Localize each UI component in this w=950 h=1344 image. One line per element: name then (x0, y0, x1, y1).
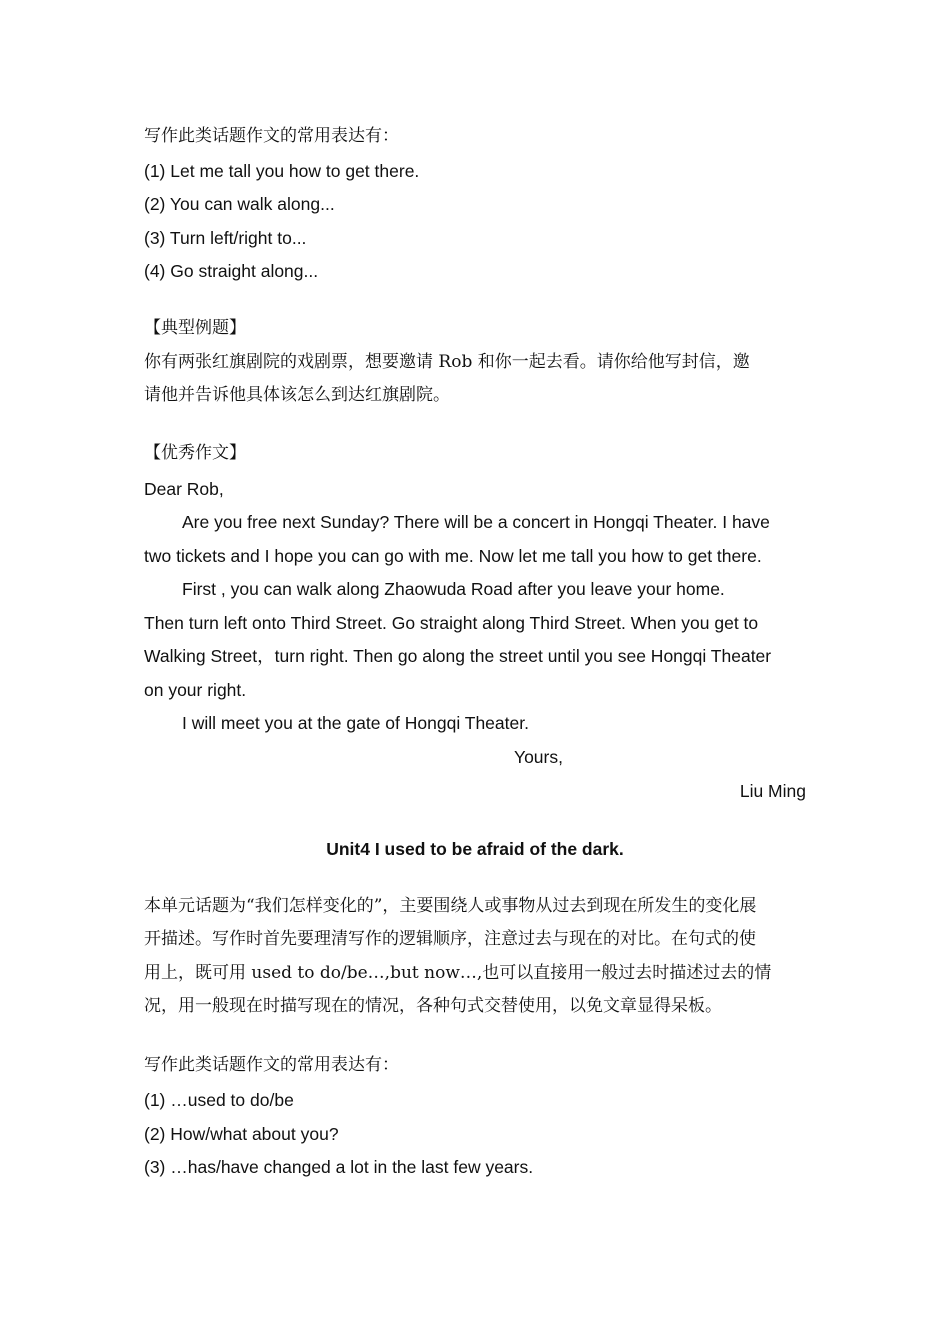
unit-intro-line: 开描述。写作时首先要理清写作的逻辑顺序，注意过去与现在的对比。在句式的使 (144, 929, 756, 949)
example-prompt-line: 请他并告诉他具体该怎么到达红旗剧院。 (144, 385, 450, 405)
expression-item: (1) Let me tall you how to get there. (144, 161, 420, 181)
unit-expressions-heading: 写作此类话题作文的常用表达有： (144, 1055, 399, 1075)
essay-signature: Liu Ming (739, 781, 806, 801)
unit-intro-line: 况，用一般现在时描写现在的情况，各种句式交替使用，以免文章显得呆板。 (144, 996, 722, 1016)
expression-item: (2) You can walk along... (144, 194, 335, 214)
unit-intro-line: 用上，既可用 used to do/be…,but now…,也可以直接用一般过去时描述过去的情 (144, 963, 772, 983)
expression-item: (3) Turn left/right to... (144, 228, 307, 248)
expression-item: (2) How/what about you? (144, 1124, 339, 1144)
example-prompt-line: 你有两张红旗剧院的戏剧票，想要邀请 Rob 和你一起去看。请你给他写封信，邀 (144, 352, 750, 372)
essay-salutation: Dear Rob, (144, 479, 224, 499)
essay-line: on your right. (144, 680, 247, 700)
essay-line: Then turn left onto Third Street. Go straight along Third Street. When you get to (144, 613, 759, 633)
expression-item: (1) …used to do/be (144, 1090, 294, 1110)
expressions-heading: 写作此类话题作文的常用表达有： (144, 126, 399, 146)
expression-item: (3) …has/have changed a lot in the last few years. (144, 1157, 534, 1177)
essay-line: First , you can walk along Zhaowuda Road after you leave your home. (182, 579, 725, 599)
essay-line: Walking Street，turn right. Then go along the street until you see Hongqi Theater (144, 646, 772, 666)
unit-title: Unit4 I used to be afraid of the dark. (326, 839, 624, 859)
expression-item: (4) Go straight along... (144, 261, 319, 281)
example-heading: 【典型例题】 (144, 318, 246, 338)
essay-closing: Yours, (514, 747, 563, 767)
essay-line: I will meet you at the gate of Hongqi Theater. (182, 713, 529, 733)
essay-line: Are you free next Sunday? There will be a concert in Hongqi Theater. I have (182, 512, 770, 532)
unit-intro-line: 本单元话题为“我们怎样变化的”，主要围绕人或事物从过去到现在所发生的变化展 (144, 896, 757, 916)
essay-line: two tickets and I hope you can go with me. Now let me tall you how to get there. (144, 546, 762, 566)
essay-heading: 【优秀作文】 (144, 443, 246, 463)
